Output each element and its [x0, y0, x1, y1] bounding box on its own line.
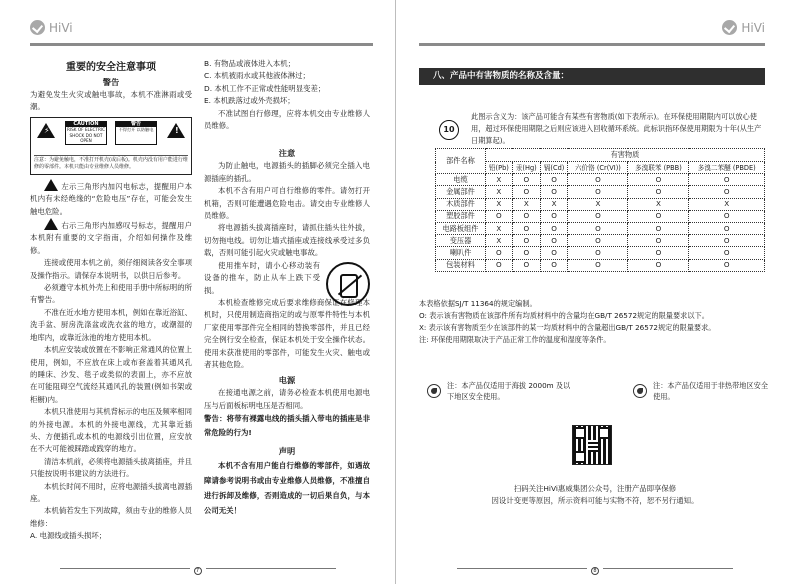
power-heading: 电源: [278, 375, 296, 386]
warn-panel: [115, 121, 157, 145]
cell: O: [689, 247, 765, 259]
cell: O: [512, 235, 540, 247]
hazardous-substance-table: [435, 148, 765, 272]
cell: O: [540, 247, 568, 259]
exclamation-warning-icon: !: [167, 123, 185, 138]
row-name: 包装材料: [436, 259, 486, 271]
cell: O: [628, 247, 689, 259]
page-number-7: 7: [194, 567, 202, 575]
cell: O: [689, 259, 765, 271]
power-warning: 警告：将带有裸露电线的插头插入带电的插座是非常危险的行为!: [204, 414, 370, 438]
page-number-8: 8: [591, 567, 599, 575]
attention-heading: 注意: [278, 148, 296, 159]
statement-heading: 声明: [278, 446, 296, 457]
left-page-number: [0, 567, 395, 575]
table-row: [436, 198, 765, 210]
brand-name: HiVi: [49, 20, 73, 35]
cell: O: [540, 222, 568, 234]
lightning-triangle-icon: [44, 179, 58, 191]
epup-intro: 此图示含义为：该产品可能含有某些有害物质(如下表所示)。在环保使用期限内可以放心使用，超过环保使用期限之后则应该进入回收循环系统。此标识指环保使用期限为十年(从生产日期算起)。: [471, 112, 762, 145]
col-mercury: 汞(Hg): [512, 162, 540, 174]
no-self-repair: 不准试图自行修理，应将本机交由专业维修人员维修。: [204, 108, 370, 131]
tropic-note: [633, 380, 773, 402]
cell: O: [689, 210, 765, 222]
ventilation-warning: 本机应安装或放置在不影响正常通风的位置上使用，例如，不应放在床上或布套盖着其通风孔的睡床、沙发、毯子或类似的表面上，亦不应放在可能阻碍空气流经其通风孔的装置(例如书架或柜橱)内。: [30, 345, 192, 404]
cell: O: [568, 210, 628, 222]
caution-footer: 注意：为避免触电，不准打开机壳(或后板)。机壳内没有用户能进行维修的零部件。本机只能由专业维修人员维修。: [34, 156, 188, 170]
cell: O: [568, 259, 628, 271]
wechat-qr-code[interactable]: [572, 425, 612, 465]
cell: O: [486, 259, 513, 271]
caution-label: CAUTION: [66, 122, 106, 128]
table-notes: [419, 298, 767, 346]
note-basis: 本表格依据SJ/T 11364的规定编制。: [419, 299, 537, 308]
footer-rule-right: [603, 568, 733, 569]
cell: X: [540, 198, 568, 210]
table-row: [436, 186, 765, 198]
cell: X: [486, 198, 513, 210]
caution-text: RISK OF ELECTRIC SHOCK DO NOT OPEN: [66, 127, 106, 144]
altitude-icon: [427, 384, 441, 398]
read-instructions: 连接或使用本机之前，须仔细阅读各安全事项及操作指示。请保存本说明书，以供日后参考。: [30, 258, 192, 280]
tropic-note-text: 注：本产品仅适用于非热带地区安全使用。: [653, 381, 769, 401]
power-source-warning: 本机只准使用与其机背标示的电压及频率相同的外接电源。本机的外接电源线，尤其靠近插头、方便插孔或本机的电源线引出位置，应安放在不大可能被踩踏或践穿的地方。: [30, 407, 192, 454]
service-item-e: E. 本机跌落过或外壳损坏；: [204, 96, 295, 106]
row-name: 变压器: [436, 235, 486, 247]
col-lead: 铅(Pb): [486, 162, 513, 174]
cell: O: [512, 210, 540, 222]
unplug-method-note: 将电源插头拔离插座时，请抓住插头往外拔，切勿拖电线。切勿让墙式插座或连接线承受过多负载，否则可能引起火灾或触电事故。: [204, 223, 370, 258]
ten-year-epup-icon: 10: [439, 120, 459, 140]
qr-caption: [437, 483, 753, 507]
cell: O: [689, 186, 765, 198]
cell: O: [512, 222, 540, 234]
service-item-c: C. 本机被雨水或其他液体淋过；: [204, 71, 310, 81]
table-body: [436, 174, 765, 272]
no-user-parts-note: 本机不含有用户可自行维修的零件。请勿打开机箱，否则可能遭遇危险电击。请交由专业维修人员维修。: [204, 186, 370, 221]
row-name: 电路板组件: [436, 222, 486, 234]
service-item-b: B. 有物品或液体进入本机；: [204, 59, 296, 68]
col-pbde: 多溴二苯醚 (PBDE): [689, 162, 765, 174]
footer-rule-left: [60, 568, 190, 569]
table-row: [436, 259, 765, 271]
col-chromium: 六价铬 (Cr(VI)): [568, 162, 628, 174]
cell: O: [512, 247, 540, 259]
hivi-logo-icon: [30, 20, 45, 35]
cell: O: [540, 186, 568, 198]
cell: O: [628, 186, 689, 198]
cell: O: [568, 222, 628, 234]
plug-insert-note: 为防止触电，电源插头的插脚必须完全插入电源插座的插孔。: [204, 161, 370, 183]
cell: X: [568, 198, 628, 210]
lightning-warning-icon: ⚡: [37, 123, 55, 138]
cell: O: [689, 235, 765, 247]
cell: X: [486, 186, 513, 198]
repair-parts-note: 本机检查维修完成后要求维修商保证在修理本机时，只使用制造商指定的或与原零件特性与本机厂家使用零部件完全相同的替换零部件，并且已经完全例行安全检查，保证本机处于安全操作状态。使用未获准使用的零部件，可能发生火灾、触电或者其他危险。: [204, 297, 370, 369]
part-name-header: 部件名称: [436, 149, 486, 174]
row-name: 喇叭件: [436, 247, 486, 259]
cell: O: [568, 247, 628, 259]
hivi-logo-icon: [722, 20, 737, 35]
safety-title: 重要的安全注意事项: [66, 62, 156, 73]
cell: X: [486, 222, 513, 234]
cell: O: [568, 174, 628, 186]
warn-text: 不得打开 以防触电: [118, 127, 154, 133]
service-item-d: D. 本机工作不正常或性能明显变差；: [204, 83, 326, 93]
follow-warnings: 必须遵守本机外壳上和使用手册中所标明的所有警告。: [30, 283, 192, 305]
row-name: 金属部件: [436, 186, 486, 198]
left-column-1: [30, 58, 192, 543]
altitude-note: [427, 380, 577, 402]
cell: X: [689, 198, 765, 210]
caution-label-box: [30, 117, 192, 175]
cell: X: [486, 174, 513, 186]
cell: O: [512, 174, 540, 186]
non-tropic-icon: [633, 384, 647, 398]
unplug-note: 本机长时间不用时，应将电源插头拔离电源插座。: [30, 481, 192, 503]
service-item-a: A. 电源线或插头损坏；: [30, 531, 107, 541]
warn-label: 警告: [116, 122, 156, 128]
right-page: [397, 0, 793, 584]
qr-caption-line-2: 因设计变更等原因，所示资料可能与实物不符，恕不另行通知。: [491, 496, 699, 505]
cell: O: [689, 222, 765, 234]
table-row: [436, 235, 765, 247]
cell: O: [568, 235, 628, 247]
footer-rule-left: [457, 568, 587, 569]
cell: O: [628, 222, 689, 234]
section-title: 八、产品中有害物质的名称及含量：: [419, 68, 765, 85]
cell: O: [512, 186, 540, 198]
cell: O: [512, 259, 540, 271]
cell: O: [628, 235, 689, 247]
cell: O: [486, 247, 513, 259]
table-row: [436, 247, 765, 259]
exclamation-note: 右示三角形内加感叹号标志，提醒用户本机附有重要的文字指南，介绍如何操作及维修。: [30, 218, 192, 257]
note-env: 注: 环保使用期限取决于产品正常工作的温度和湿度等条件。: [419, 335, 611, 344]
cell: X: [512, 198, 540, 210]
hivi-logo-right: [722, 20, 765, 35]
cell: O: [628, 259, 689, 271]
cart-warning-icon: [326, 262, 370, 306]
table-row: [436, 222, 765, 234]
left-page: [0, 0, 396, 584]
right-page-number: [397, 567, 793, 575]
altitude-note-text: 注：本产品仅适用于海拔 2000m 及以下地区安全使用。: [447, 381, 571, 401]
table-row: [436, 174, 765, 186]
header-rule-right: [419, 43, 765, 46]
water-warning: 不准在近水地方使用本机，例如在靠近浴缸、洗手盆、厨房洗涤盆或洗衣盆的地方，或潮湿的地库内，或靠近泳池的地方使用本机。: [30, 307, 192, 342]
warning-heading: 警告: [102, 77, 120, 87]
cell: O: [628, 210, 689, 222]
lightning-note: 左示三角形内加闪电标志，提醒用户本机内有未经绝缘的“危险电压”存在，可能会发生触电危险。: [30, 179, 192, 218]
cell: O: [540, 235, 568, 247]
cell: O: [540, 174, 568, 186]
cell: X: [628, 198, 689, 210]
service-note: 本机倘若发生下列故障，须由专业的维修人员维修：: [30, 506, 192, 528]
exclamation-triangle-icon: [44, 218, 58, 230]
qr-caption-line-1: 扫码关注HiVi惠威集团公众号，注册产品即享保修: [513, 484, 677, 493]
table-row: [436, 210, 765, 222]
note-o: O: 表示该有害物质在该部件所有均质材料中的含量均在GB/T 26572规定的限量要求以下。: [419, 311, 709, 320]
hazard-group-header: 有害物质: [486, 149, 765, 162]
cell: O: [689, 174, 765, 186]
brand-name-right: HiVi: [741, 20, 765, 35]
row-name: 塑胶部件: [436, 210, 486, 222]
cell: O: [628, 174, 689, 186]
row-name: 电缆: [436, 174, 486, 186]
cell: O: [568, 186, 628, 198]
warning-text: 为避免发生火灾或触电事故，本机不准淋雨或受潮。: [30, 90, 192, 112]
cell: O: [540, 259, 568, 271]
row-name: 木质部件: [436, 198, 486, 210]
cell: O: [486, 210, 513, 222]
power-text: 在接通电源之前，请务必检查本机使用电源电压与后面板标明电压是否相同。: [204, 388, 370, 410]
note-x: X: 表示该有害物质至少在该部件的某一均质材料中的含量超出GB/T 26572规定的限量要求。: [419, 323, 716, 332]
caution-panel: [65, 121, 107, 145]
cell: X: [486, 235, 513, 247]
header-rule: [30, 43, 373, 46]
hivi-logo: [30, 20, 73, 35]
col-cadmium: 镉(Cd): [540, 162, 568, 174]
col-pbb: 多溴联苯 (PBB): [628, 162, 689, 174]
cell: O: [540, 210, 568, 222]
footer-rule-right: [206, 568, 336, 569]
cart-note: 使用推车时，请小心移动装有设备的推车，防止从车上跌下受损。: [204, 260, 320, 295]
cleaning-note: 清洁本机前，必须将电源插头拔离插座，并且只能按说明书建议的方法进行。: [30, 456, 192, 479]
statement-text: 本机不含有用户能自行维修的零部件，如遇故障请参考说明书或由专业维修人员维修，不准擅自进行拆卸及维修，否则造成的一切后果自负，与本公司无关！: [204, 461, 370, 516]
